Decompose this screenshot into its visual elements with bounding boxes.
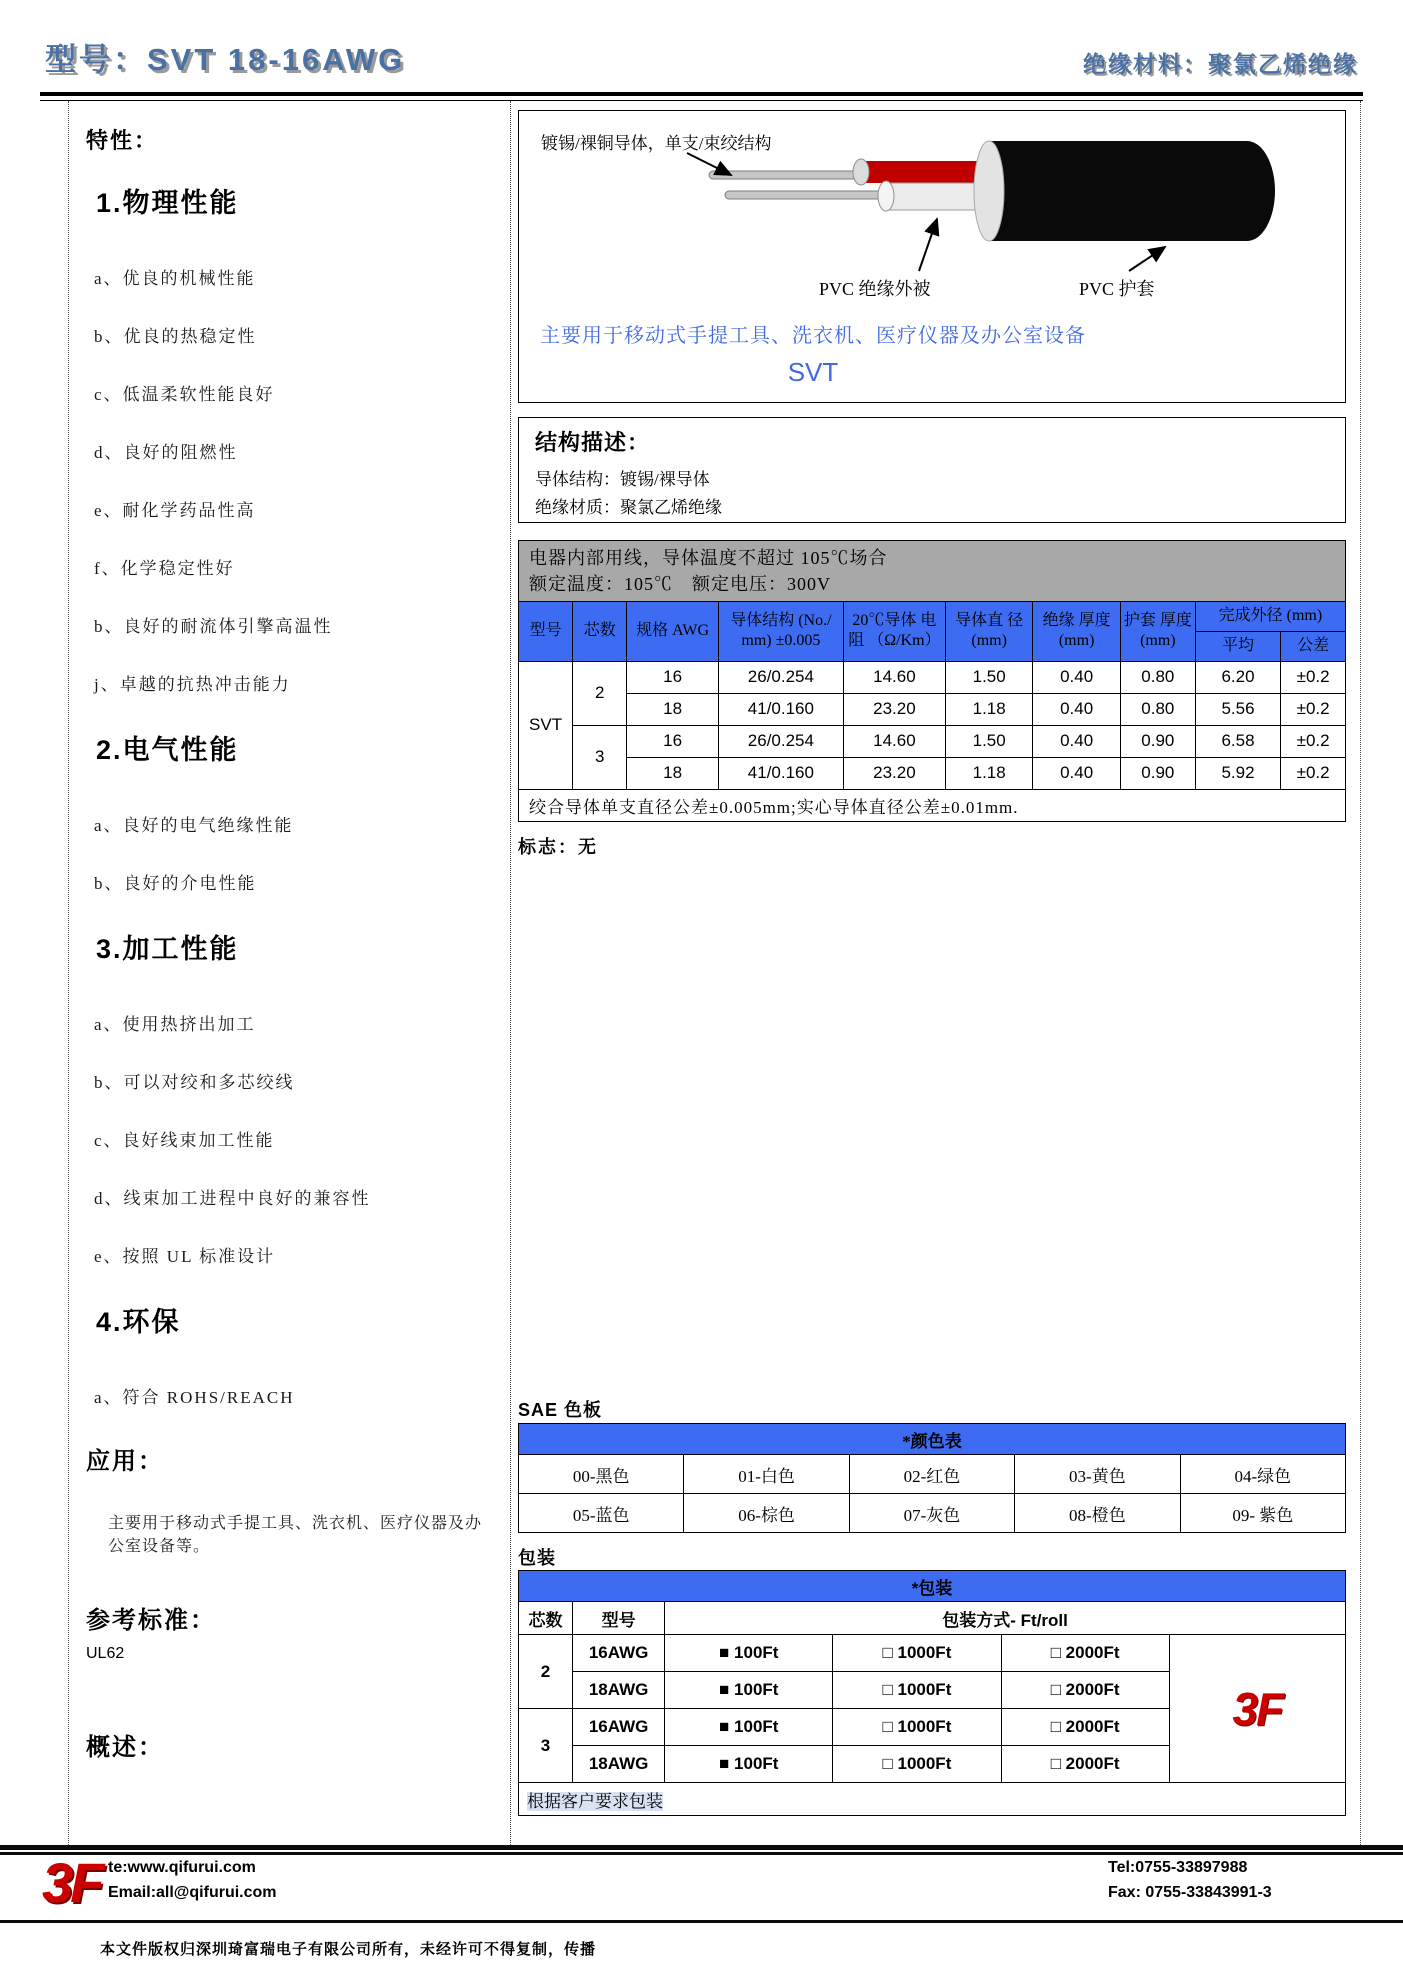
cable-diagram-svg	[519, 119, 1345, 314]
awg-cell: 16	[627, 725, 719, 757]
footer-fax: Fax: 0755-33843991-3	[1108, 1883, 1272, 1901]
footer-website: te:www.qifurui.com	[108, 1859, 256, 1876]
resistance-cell: 14.60	[843, 725, 945, 757]
cores-cell: 3	[519, 1709, 573, 1783]
marking-line: 标志：无	[518, 837, 598, 857]
sae-row	[519, 1494, 1346, 1533]
spec-row	[519, 661, 1346, 693]
conductor-arrow-icon	[687, 153, 731, 175]
feature-item: b、良好的耐流体引擎高温性	[94, 617, 333, 636]
model-cell: 18AWG	[573, 1746, 665, 1783]
structure-cell: 26/0.254	[718, 725, 843, 757]
col-awg: 规格 AWG	[627, 602, 719, 662]
pack-option-100ft: ■ 100Ft	[665, 1746, 833, 1783]
col-od-tol: 公差	[1281, 631, 1346, 661]
od-tol-cell: ±0.2	[1281, 661, 1346, 693]
spec-row	[519, 725, 1346, 757]
page-header	[45, 34, 1358, 79]
od-tol-cell: ±0.2	[1281, 693, 1346, 725]
feature-item: f、化学稳定性好	[94, 559, 235, 578]
footer-bottom-rule	[0, 1920, 1403, 1923]
col-od-avg: 平均	[1195, 631, 1280, 661]
color-cell: 05-蓝色	[519, 1494, 684, 1533]
conductor-structure-line: 导体结构：镀锡/裸导体	[535, 470, 710, 489]
col-cores: 芯数	[519, 1602, 573, 1635]
spec-header-row	[519, 602, 1346, 632]
left-border-line	[68, 101, 69, 1845]
pack-option-2000ft: □ 2000Ft	[1001, 1746, 1169, 1783]
od-tol-cell: ±0.2	[1281, 757, 1346, 789]
color-cell: 00-黑色	[519, 1455, 684, 1494]
feature-item: e、按照 UL 标准设计	[94, 1247, 276, 1266]
model-cell: 16AWG	[573, 1709, 665, 1746]
model-cell: SVT	[519, 661, 573, 789]
feature-item: a、使用热挤出加工	[94, 1015, 256, 1034]
features-column	[86, 96, 498, 1762]
col-diameter: 导体直 径(mm)	[945, 602, 1032, 662]
usage-band	[519, 541, 1346, 602]
structure-description-box	[518, 417, 1346, 523]
feature-item: e、耐化学药品性高	[94, 501, 256, 520]
cores-cell: 3	[573, 725, 627, 789]
resistance-cell: 14.60	[843, 661, 945, 693]
od-avg-cell: 6.58	[1195, 725, 1280, 757]
footer-telfax	[1108, 1856, 1272, 1906]
sheath-cell: 0.90	[1120, 757, 1195, 789]
column-divider-line	[510, 101, 511, 1845]
sheath-cell: 0.80	[1120, 661, 1195, 693]
od-avg-cell: 5.56	[1195, 693, 1280, 725]
insulation-material-line: 绝缘材质：聚氯乙烯绝缘	[535, 498, 722, 517]
insulation-material-title: 绝缘材料：聚氯乙烯绝缘	[1083, 51, 1358, 77]
pack-option-100ft: ■ 100Ft	[665, 1635, 833, 1672]
awg-cell: 18	[627, 693, 719, 725]
feature-item: d、良好的阻燃性	[94, 443, 238, 462]
packaging-table	[518, 1570, 1346, 1816]
application-heading: 应用：	[86, 1448, 164, 1475]
section-title-electrical: 2.电气性能	[96, 735, 239, 765]
sae-table-title: *颜色表	[519, 1424, 1346, 1455]
diameter-cell: 1.50	[945, 725, 1032, 757]
spec-row	[519, 693, 1346, 725]
insulation-cell: 0.40	[1033, 661, 1120, 693]
overview-heading: 概述：	[86, 1734, 164, 1761]
section-title-environment: 4.环保	[96, 1307, 181, 1337]
application-text: 主要用于移动式手提工具、洗衣机、医疗仪器及办公室设备等。	[108, 1515, 483, 1555]
feature-item: j、卓越的抗热冲击能力	[94, 675, 291, 694]
resistance-cell: 23.20	[843, 693, 945, 725]
cores-cell: 2	[519, 1635, 573, 1709]
sheath-cell: 0.90	[1120, 725, 1195, 757]
feature-item: a、良好的电气绝缘性能	[94, 816, 294, 835]
insulation-cell: 0.40	[1033, 725, 1120, 757]
color-cell: 09- 紫色	[1180, 1494, 1345, 1533]
packaging-table-title: *包装	[519, 1571, 1346, 1602]
packaging-title-row	[519, 1571, 1346, 1602]
packaging-header-row	[519, 1602, 1346, 1635]
resistance-cell: 23.20	[843, 757, 945, 789]
pack-option-1000ft: □ 1000Ft	[833, 1672, 1001, 1709]
col-model: 型号	[573, 1602, 665, 1635]
usage-line-2: 额定温度：105℃ 额定电压：300V	[529, 574, 831, 595]
model-blue-text: SVT	[787, 357, 839, 387]
feature-item: a、优良的机械性能	[94, 269, 256, 288]
spec-footnote: 绞合导体单支直径公差±0.005mm;实心导体直径公差±0.01mm.	[519, 789, 1346, 821]
pack-option-100ft: ■ 100Ft	[665, 1672, 833, 1709]
model-cell: 16AWG	[573, 1635, 665, 1672]
od-avg-cell: 5.92	[1195, 757, 1280, 789]
cable-diagram-box	[518, 110, 1346, 403]
footer-email: Email:all@qifurui.com	[108, 1883, 277, 1901]
diameter-cell: 1.50	[945, 661, 1032, 693]
insulation-arrow-icon	[919, 219, 937, 271]
model-cell: 18AWG	[573, 1672, 665, 1709]
feature-item: b、可以对绞和多芯绞线	[94, 1073, 295, 1092]
reference-standard: UL62	[86, 1645, 125, 1662]
jacket-label: PVC 护套	[1079, 279, 1155, 299]
footer-contact	[108, 1856, 277, 1906]
sae-row	[519, 1455, 1346, 1494]
col-method: 包装方式- Ft/roll	[665, 1602, 1346, 1635]
pack-option-2000ft: □ 2000Ft	[1001, 1635, 1169, 1672]
usage-blue-text: 主要用于移动式手提工具、洗衣机、医疗仪器及办公室设备	[540, 325, 1086, 347]
packaging-row	[519, 1635, 1346, 1672]
cable-graphic	[709, 141, 1275, 241]
sheath-cell: 0.80	[1120, 693, 1195, 725]
col-insulation: 绝缘 厚度 (mm)	[1033, 602, 1120, 662]
feature-item: c、低温柔软性能良好	[94, 385, 275, 404]
model-title: 型号：SVT 18-16AWG	[45, 42, 406, 77]
packaging-note-row	[519, 1783, 1346, 1816]
awg-cell: 18	[627, 757, 719, 789]
col-model: 型号	[519, 602, 573, 662]
copyright-line: 本文件版权归深圳琦富瑞电子有限公司所有，未经许可不得复制，传播	[100, 1942, 597, 1958]
spec-row	[519, 757, 1346, 789]
pack-option-1000ft: □ 1000Ft	[833, 1635, 1001, 1672]
diameter-cell: 1.18	[945, 693, 1032, 725]
structure-heading: 结构描述：	[535, 430, 651, 455]
insulation-cell: 0.40	[1033, 693, 1120, 725]
od-tol-cell: ±0.2	[1281, 725, 1346, 757]
color-cell: 01-白色	[684, 1455, 849, 1494]
usage-line-1: 电器内部用线，导体温度不超过 105℃场合	[529, 548, 888, 568]
structure-cell: 41/0.160	[718, 693, 843, 725]
diameter-cell: 1.18	[945, 757, 1032, 789]
jacket-arrow-icon	[1129, 247, 1165, 271]
pack-option-1000ft: □ 1000Ft	[833, 1746, 1001, 1783]
od-avg-cell: 6.20	[1195, 661, 1280, 693]
pack-option-2000ft: □ 2000Ft	[1001, 1709, 1169, 1746]
col-cores: 芯数	[573, 602, 627, 662]
pack-option-1000ft: □ 1000Ft	[833, 1709, 1001, 1746]
feature-item: d、线束加工进程中良好的兼容性	[94, 1189, 371, 1208]
structure-cell: 41/0.160	[718, 757, 843, 789]
packaging-note-cell	[519, 1783, 1346, 1816]
spec-footnote-row	[519, 789, 1346, 821]
color-cell: 04-绿色	[1180, 1455, 1345, 1494]
footer-top-rule	[0, 1845, 1403, 1855]
col-structure: 导体结构 (No./ mm) ±0.005	[718, 602, 843, 662]
color-cell: 06-棕色	[684, 1494, 849, 1533]
color-cell: 03-黄色	[1015, 1455, 1180, 1494]
company-logo: 3F	[42, 1851, 102, 1914]
insulation-label: PVC 绝缘外被	[819, 279, 931, 299]
col-resistance: 20℃导体 电阻 （Ω/Km）	[843, 602, 945, 662]
packaging-heading: 包装	[518, 1548, 556, 1568]
sae-color-table	[518, 1423, 1346, 1533]
reference-heading: 参考标准：	[86, 1607, 216, 1634]
sae-heading: SAE 色板	[518, 1400, 603, 1420]
conductor-label: 镀锡/裸铜导体，单支/束绞结构	[541, 134, 772, 153]
pack-option-100ft: ■ 100Ft	[665, 1709, 833, 1746]
feature-item: b、良好的介电性能	[94, 874, 257, 893]
company-logo: 3F	[1232, 1682, 1283, 1735]
cores-cell: 2	[573, 661, 627, 725]
col-od: 完成外径 (mm)	[1195, 602, 1345, 632]
awg-cell: 16	[627, 661, 719, 693]
packaging-note: 根据客户要求包装	[527, 1791, 663, 1811]
feature-item: a、符合 ROHS/REACH	[94, 1388, 295, 1407]
color-cell: 07-灰色	[849, 1494, 1014, 1533]
insulation-cell: 0.40	[1033, 757, 1120, 789]
right-border-line	[1360, 101, 1361, 1845]
structure-cell: 26/0.254	[718, 661, 843, 693]
section-title-physical: 1.物理性能	[96, 188, 239, 218]
section-title-processing: 3.加工性能	[96, 934, 239, 964]
footer-tel: Tel:0755-33897988	[1108, 1859, 1248, 1876]
col-sheath: 护套 厚度 (mm)	[1120, 602, 1195, 662]
sae-title-row	[519, 1424, 1346, 1455]
usage-band-row	[519, 541, 1346, 602]
color-cell: 02-红色	[849, 1455, 1014, 1494]
packaging-logo-cell	[1169, 1635, 1345, 1783]
pack-option-2000ft: □ 2000Ft	[1001, 1672, 1169, 1709]
color-cell: 08-橙色	[1015, 1494, 1180, 1533]
features-heading: 特性：	[86, 128, 159, 153]
feature-item: b、优良的热稳定性	[94, 327, 257, 346]
spec-table	[518, 540, 1346, 822]
feature-item: c、良好线束加工性能	[94, 1131, 275, 1150]
